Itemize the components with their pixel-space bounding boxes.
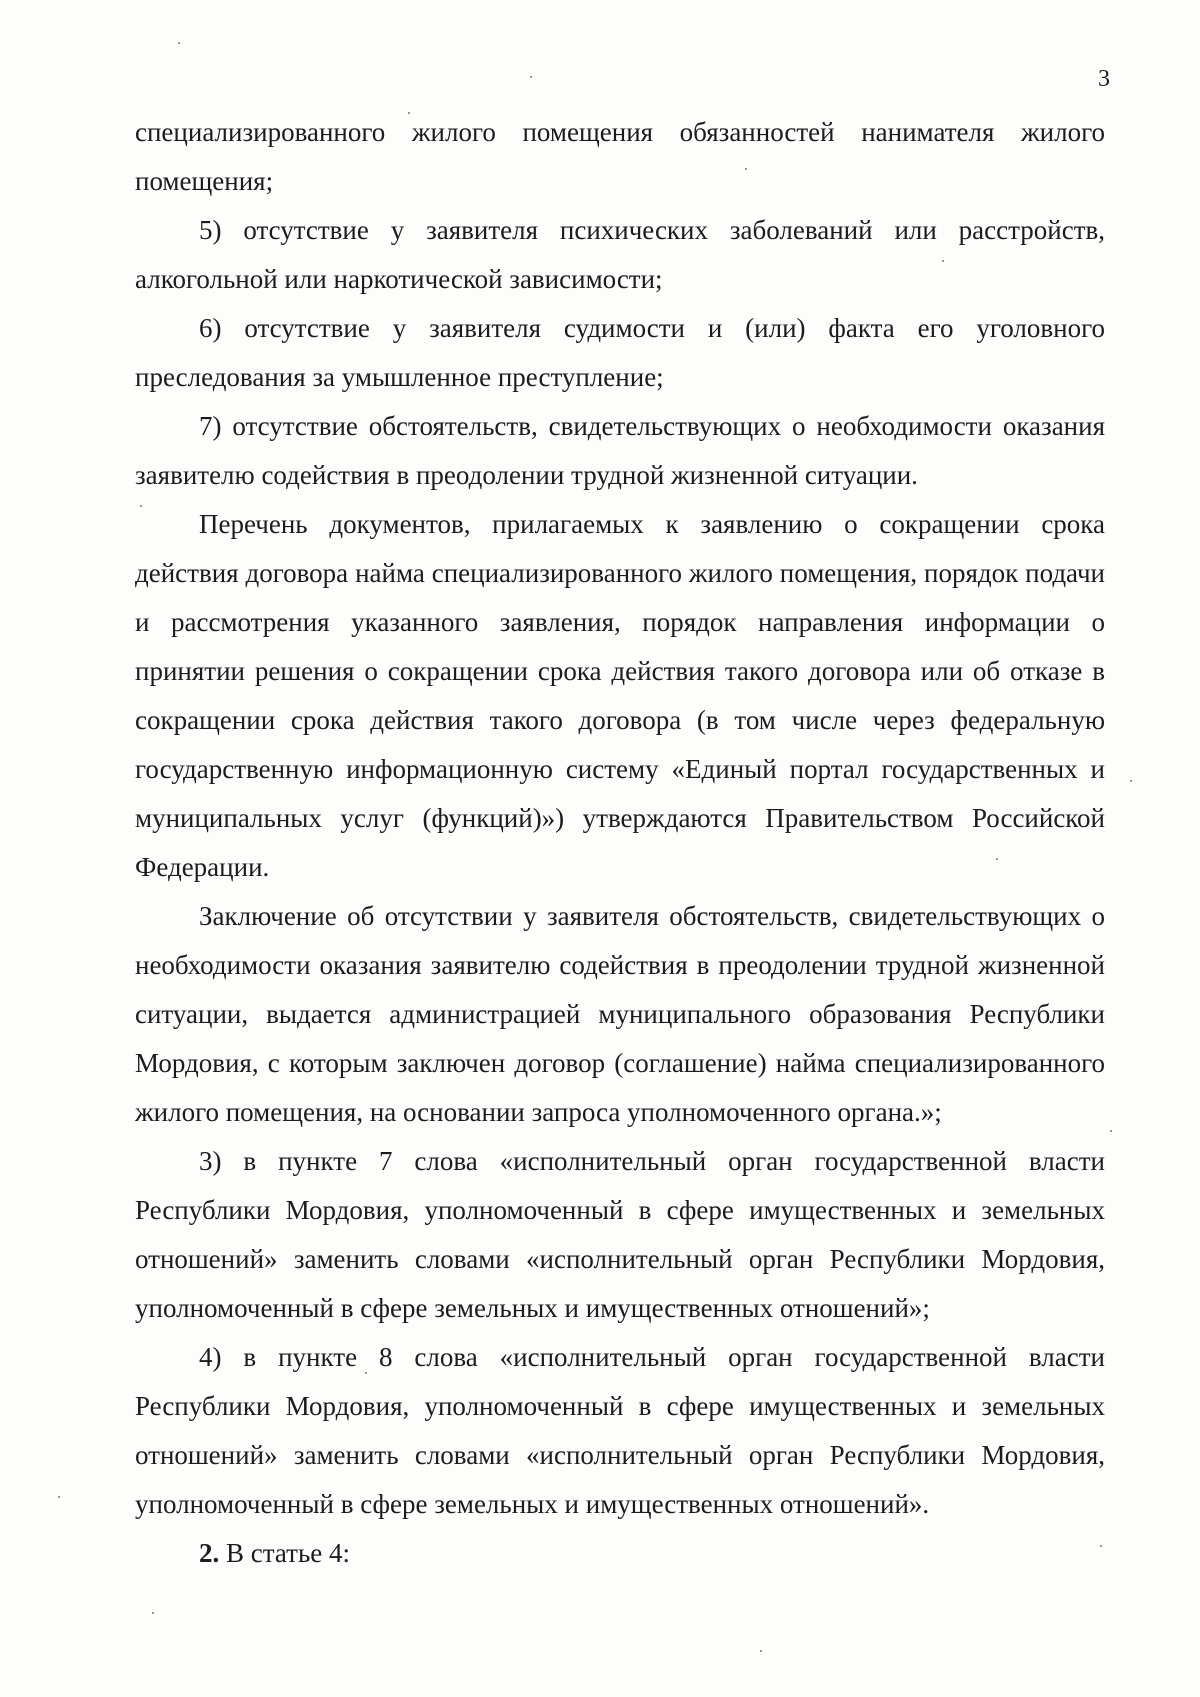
article-number: 2. — [199, 1538, 220, 1568]
scan-speck — [365, 1372, 367, 1374]
paragraph-point-8-amendment: 4) в пункте 8 слова «исполнительный орган государственной власти Республики Мордовия, уполномоченный в сфере имущественных и земельных отношений» заменить словами «исполнительный орган Республики Мордовия, уполномоченный в сфере земельных и имущественных отношений». — [135, 1342, 1105, 1519]
paragraph-item-6: 6) отсутствие у заявителя судимости и (или) факта его уголовного преследования за умышленное преступление; — [135, 313, 1105, 392]
paragraph-continuation: специализированного жилого помещения обязанностей нанимателя жилого помещения; — [135, 117, 1105, 196]
paragraph-item-5: 5) отсутствие у заявителя психических заболеваний или расстройств, алкогольной или наркотической зависимости; — [135, 215, 1105, 294]
scan-speck — [996, 858, 998, 860]
scan-speck — [1110, 1130, 1112, 1132]
scan-speck — [58, 1496, 60, 1498]
scan-speck — [1130, 780, 1132, 782]
scan-speck — [942, 260, 944, 262]
paragraph-item-7: 7) отсутствие обстоятельств, свидетельствующих о необходимости оказания заявителю содействия в преодолении трудной жизненной ситуации. — [135, 411, 1105, 490]
scan-speck — [1100, 1545, 1102, 1547]
document-body — [135, 108, 1105, 1578]
article-text: В статье 4: — [219, 1538, 351, 1568]
scan-speck — [760, 1650, 762, 1652]
article-heading — [135, 1529, 1105, 1578]
paragraph-conclusion: Заключение об отсутствии у заявителя обстоятельств, свидетельствующих о необходимости оказания заявителю содействия в преодолении трудной жизненной ситуации, выдается администрацией муниципального образования Республики Мордовия, с которым заключен договор (соглашение) найма специализированного жилого помещения, на основании запроса уполномоченного органа.»; — [135, 901, 1105, 1127]
page-number: 3 — [1098, 66, 1110, 92]
scan-speck — [178, 42, 180, 44]
scan-speck — [152, 1612, 154, 1614]
paragraph-documents-list: Перечень документов, прилагаемых к заявлению о сокращении срока действия договора найма специализированного жилого помещения, порядок подачи и рассмотрения указанного заявления, порядок направления информации о принятии решения о сокращении срока действия такого договора или об отказе в сокращении срока действия такого договора (в том числе через федеральную государственную информационную систему «Единый портал государственных и муниципальных услуг (функций)») утверждаются Правительством Российской Федерации. — [135, 509, 1105, 882]
scan-speck — [745, 168, 747, 170]
scan-speck — [140, 505, 142, 507]
scan-speck — [530, 76, 532, 78]
paragraph-point-7-amendment: 3) в пункте 7 слова «исполнительный орган государственной власти Республики Мордовия, уполномоченный в сфере имущественных и земельных отношений» заменить словами «исполнительный орган Республики Мордовия, уполномоченный в сфере земельных и имущественных отношений»; — [135, 1146, 1105, 1323]
scan-speck — [408, 112, 410, 114]
